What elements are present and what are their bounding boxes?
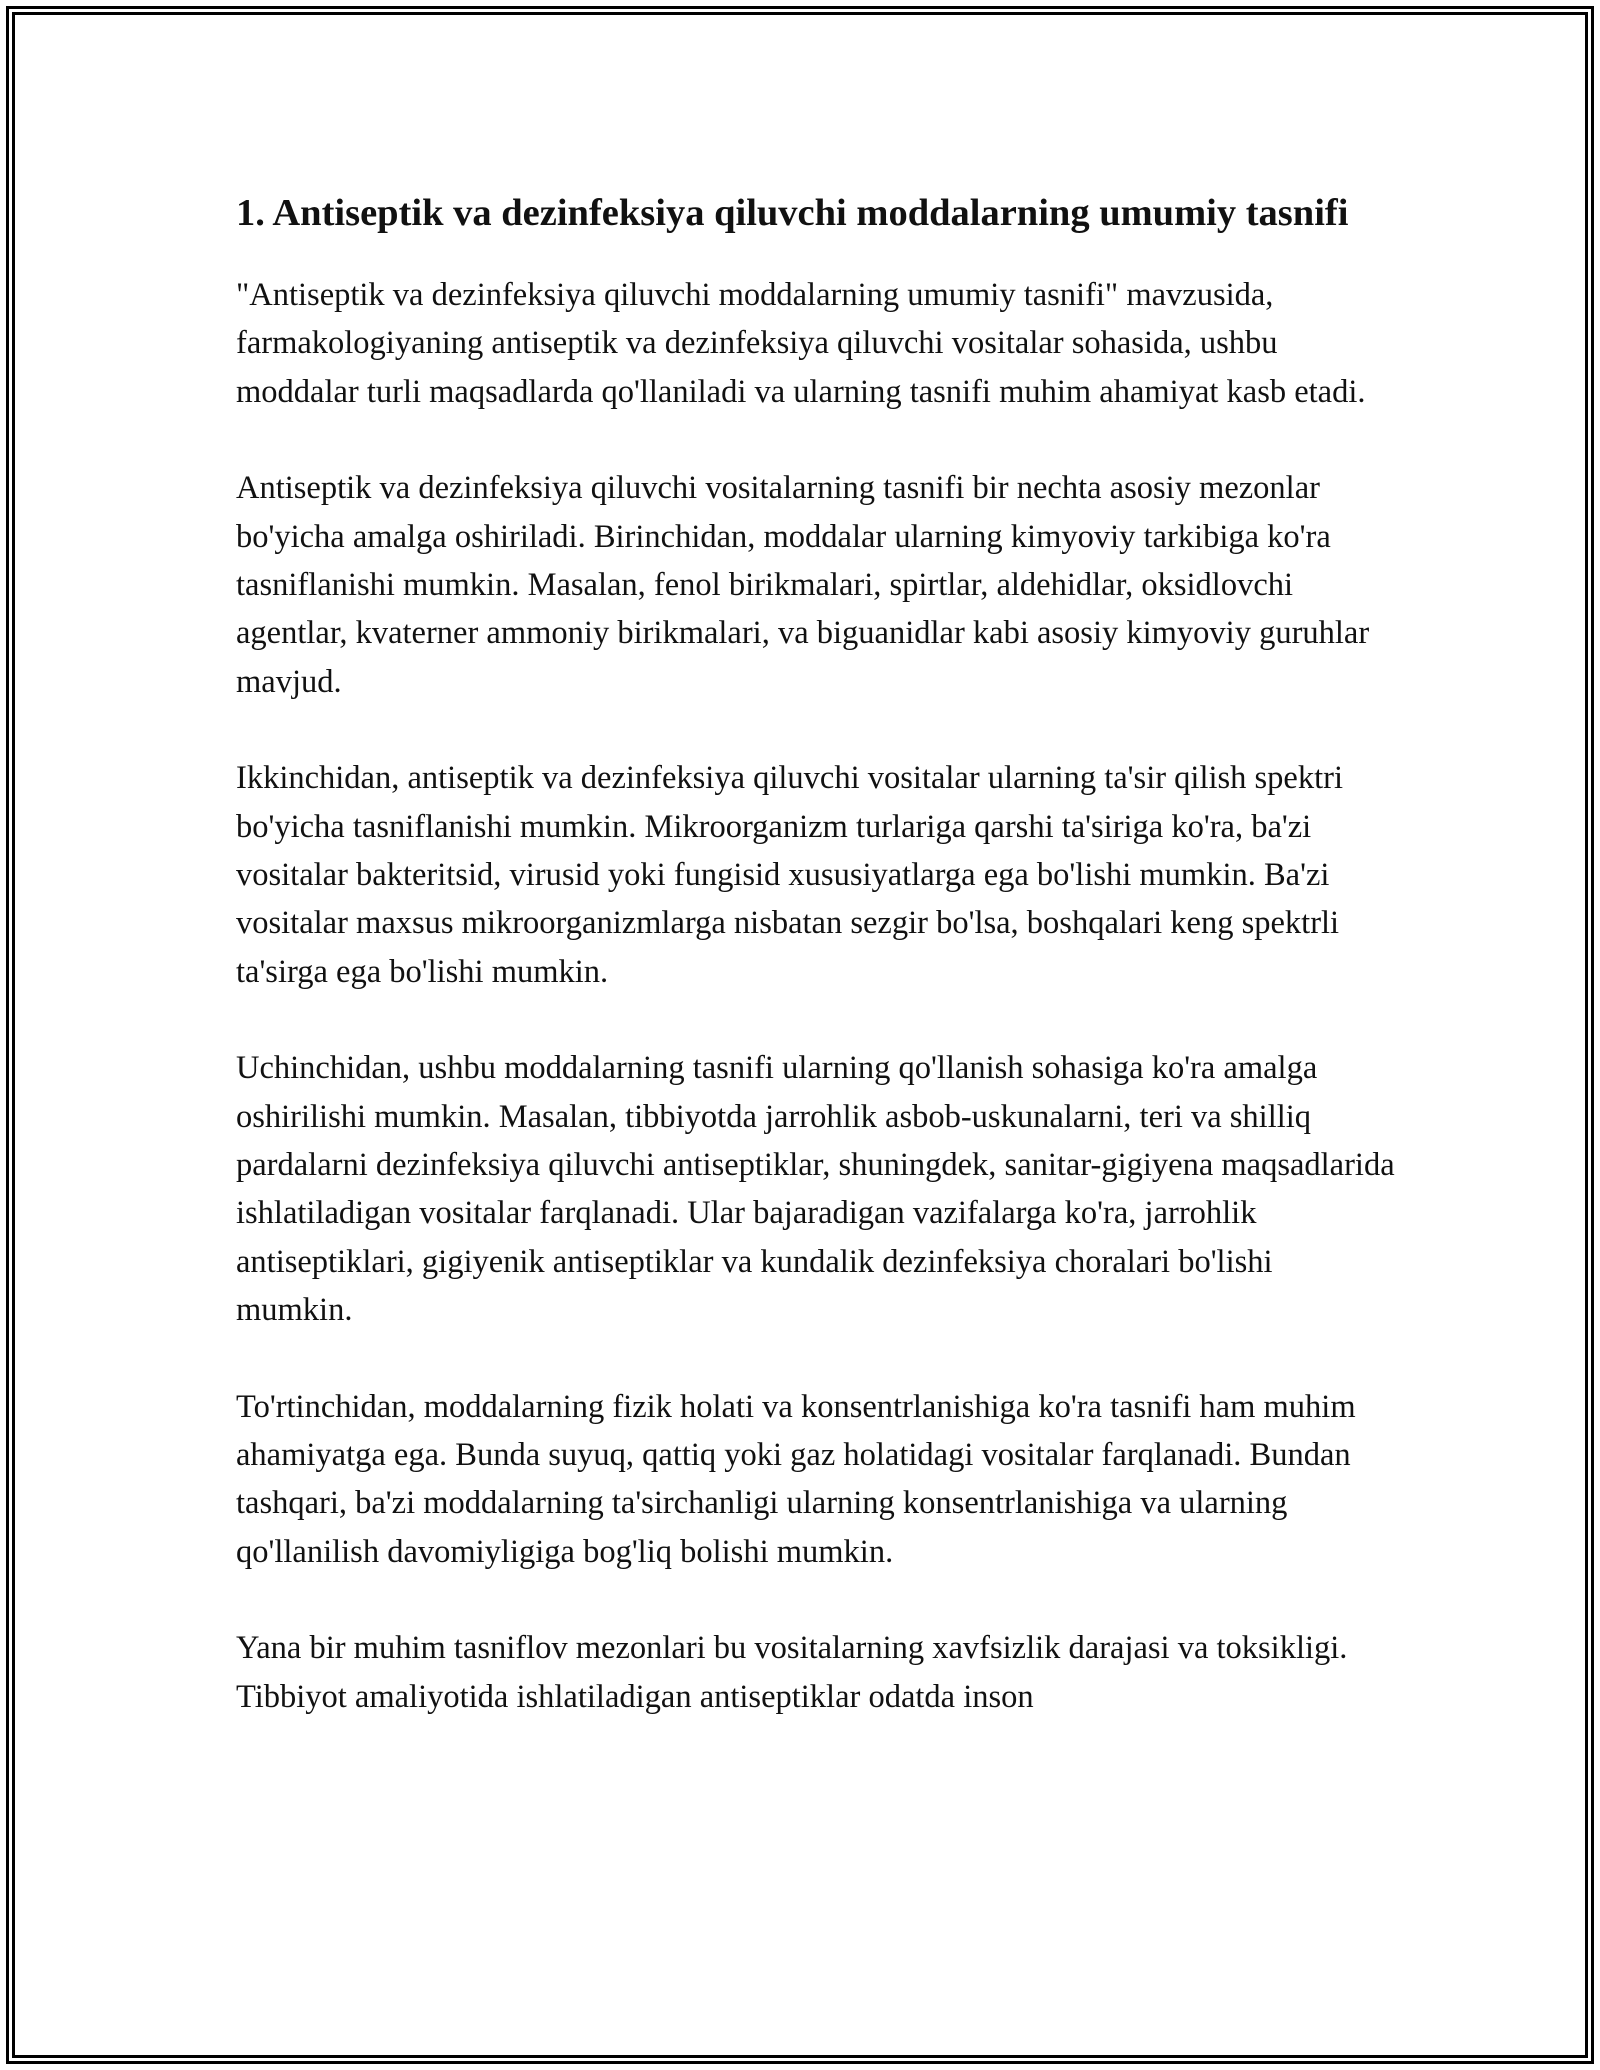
paragraph-3: Ikkinchidan, antiseptik va dezinfeksiya qiluvchi vositalar ularning ta'sir qilish spektri bo'yicha tasniflanishi mumkin. Mikroorganizm turlariga qarshi ta'siriga ko'ra, ba'zi vositalar bakteritsid, virusid yoki fungisid xususiyatlarga ega bo'lishi mumkin. Ba'zi vositalar maxsus mikroorganizmlarga nisbatan sezgir bo'lsa, boshqalari keng spektrli ta'sirga ega bo'lishi mumkin. [236, 760, 1343, 990]
paragraph-2: Antiseptik va dezinfeksiya qiluvchi vositalarning tasnifi bir nechta asosiy mezonlar bo'yicha amalga oshiriladi. Birinchidan, moddalar ularning kimyoviy tarkibiga ko'ra tasniflanishi mumkin. Masalan, fenol birikmalari, spirtlar, aldehidlar, oksidlovchi agentlar, kvaterner ammoniy birikmalari, va biguanidlar kabi asosiy kimyoviy guruhlar mavjud. [236, 470, 1370, 700]
document-title: 1. Antiseptik va dezinfeksiya qiluvchi moddalarning umumiy tasnifi [236, 192, 1349, 234]
paragraph-1: "Antiseptik va dezinfeksiya qiluvchi moddalarning umumiy tasnifi" mavzusida, farmakologiyaning antiseptik va dezinfeksiya qiluvchi vositalar sohasida, ushbu moddalar turli maqsadlarda qo'llaniladi va ularning tasnifi muhim ahamiyat kasb etadi. [236, 277, 1366, 410]
paragraph-6: Yana bir muhim tasniflov mezonlari bu vositalarning xavfsizlik darajasi va toksikligi. Tibbiyot amaliyotida ishlatiladigan antiseptiklar odatda inson [236, 1630, 1348, 1715]
paragraph-4: Uchinchidan, ushbu moddalarning tasnifi ularning qo'llanish sohasiga ko'ra amalga oshirilishi mumkin. Masalan, tibbiyotda jarrohlik asbob-uskunalarni, teri va shilliq pardalarni dezinfeksiya qiluvchi antiseptiklar, shuningdek, sanitar-gigiyena maqsadlarida ishlatiladigan vositalar farqlanadi. Ular bajaradigan vazifalarga ko'ra, jarrohlik antiseptiklari, gigiyenik antiseptiklar va kundalik dezinfeksiya choralari bo'lishi mumkin. [236, 1050, 1395, 1328]
paragraph-5: To'rtinchidan, moddalarning fizik holati va konsentrlanishiga ko'ra tasnifi ham muhim ahamiyatga ega. Bunda suyuq, qattiq yoki gaz holatidagi vositalar farqlanadi. Bundan tashqari, ba'zi moddalarning ta'sirchanligi ularning konsentrlanishiga va ularning qo'llanilish davomiyligiga bog'liq bolishi mumkin. [236, 1388, 1356, 1570]
document-body [236, 186, 1396, 1769]
